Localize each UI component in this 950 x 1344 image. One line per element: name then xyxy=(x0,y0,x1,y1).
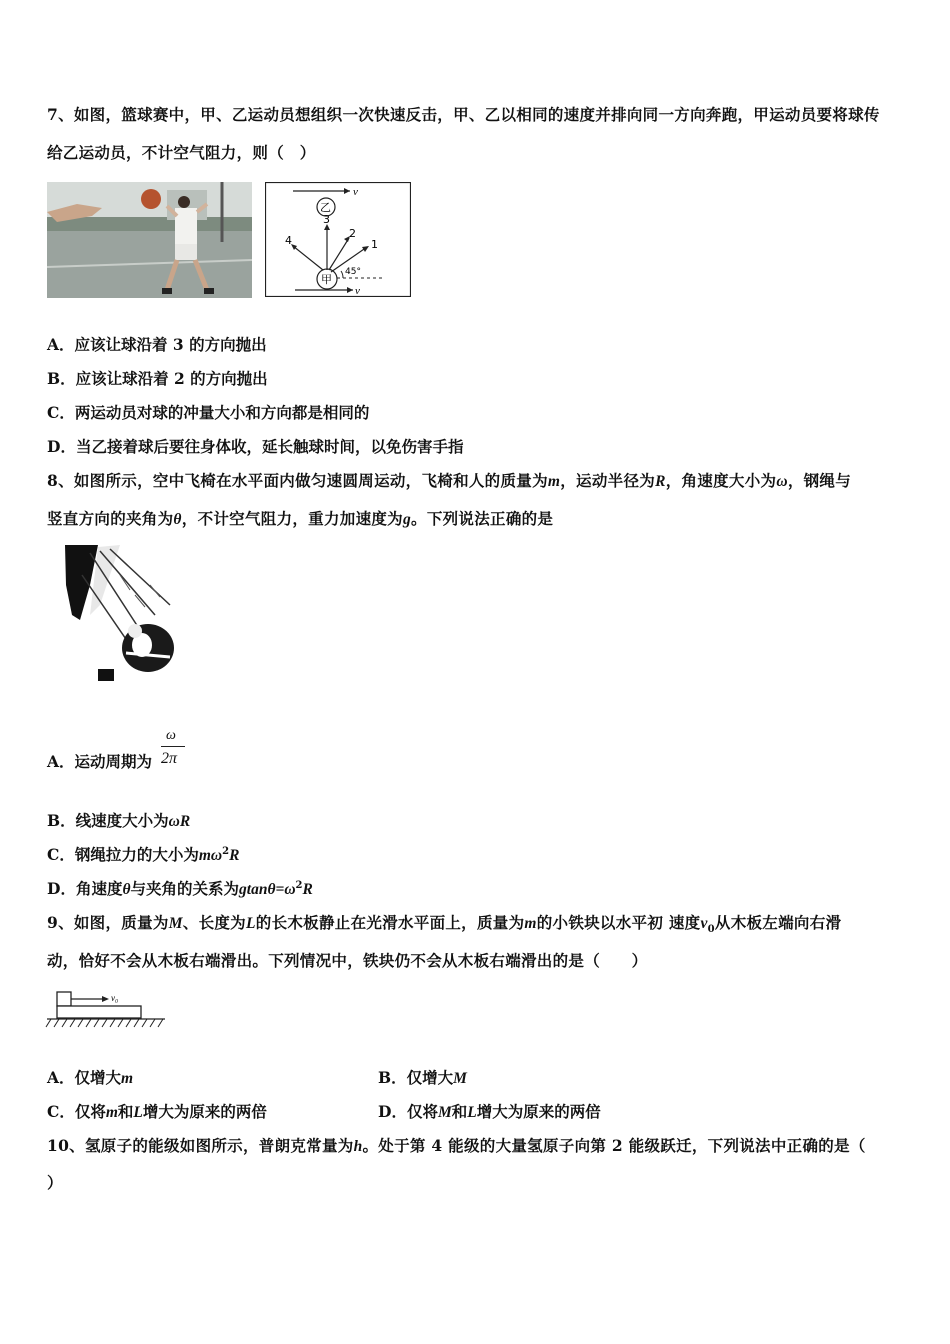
q7-option-c[interactable]: C．两运动员对球的冲量大小和方向都是相同的 xyxy=(47,403,370,422)
player-yi-label: 乙 xyxy=(320,201,331,214)
direction-1-label: 1 xyxy=(371,238,378,251)
fraction-bar xyxy=(161,746,185,747)
q7-stem-line1: 7、如图，篮球赛中，甲、乙运动员想组织一次快速反击，甲、乙以相同的速度并排向同一方向奔跑，甲运动员要将球传 xyxy=(47,105,880,124)
q9-option-b[interactable]: B．仅增大M xyxy=(378,1068,467,1087)
fraction-numerator: ω xyxy=(166,728,176,743)
velocity-label-top: v xyxy=(353,186,358,198)
q10-stem-line2: ） xyxy=(47,1173,63,1192)
direction-2-label: 2 xyxy=(349,227,356,240)
throw-direction-diagram xyxy=(265,182,411,297)
q8-option-d[interactable]: D．角速度θ与夹角的关系为$gtan\theta=\omega^2R$ xyxy=(47,879,313,898)
q9-stem-line1: 9、如图，质量为M、长度为L的长木板静止在光滑水平面上，质量为m的小铁块以水平初 速度$v_0$从木板左端向右滑 xyxy=(47,913,842,936)
q9-option-c[interactable]: C．仅将m和L增大为原来的两倍 xyxy=(47,1102,267,1121)
v0-label: v₀ xyxy=(111,993,119,1003)
q8-option-c[interactable]: C．钢绳拉力的大小为$m\omega^2R$ xyxy=(47,845,240,864)
basketball-photo xyxy=(47,182,252,298)
q7-stem-line2: 给乙运动员，不计空气阻力，则（ ） xyxy=(47,143,316,162)
q8-stem-line1: 8、如图所示，空中飞椅在水平面内做匀速圆周运动，飞椅和人的质量为m，运动半径为R，角速度大小为ω，钢绳与 xyxy=(47,471,852,490)
angle-label: 45° xyxy=(345,267,361,277)
fraction-denominator: 2π xyxy=(161,750,178,767)
flying-chair-image xyxy=(60,545,185,685)
q7-option-b[interactable]: B．应该让球沿着 2 的方向抛出 xyxy=(47,369,268,388)
q8-option-a[interactable]: A．运动周期为 xyxy=(47,752,153,771)
direction-3-label: 3 xyxy=(323,213,330,226)
q10-stem-line1: 10、氢原子的能级如图所示，普朗克常量为h。处于第 4 能级的大量氢原子向第 2 能级跃迁，下列说法中正确的是（ xyxy=(47,1136,866,1155)
q7-option-d[interactable]: D．当乙接着球后要往身体收，延长触球时间，以免伤害手指 xyxy=(47,437,464,456)
velocity-label-bottom: v xyxy=(355,285,360,297)
player-jia-label: 甲 xyxy=(321,273,332,286)
q8-option-b[interactable]: B．线速度大小为ωR xyxy=(47,811,191,830)
board-block-diagram xyxy=(45,988,167,1036)
q9-stem-line2: 动，恰好不会从木板右端滑出。下列情况中，铁块仍不会从木板右端滑出的是（ ） xyxy=(47,951,648,970)
q8-stem-line2: 竖直方向的夹角为θ，不计空气阻力，重力加速度为g。下列说法正确的是 xyxy=(47,509,554,528)
q9-option-a[interactable]: A．仅增大m xyxy=(47,1068,134,1087)
q9-option-d[interactable]: D．仅将M和L增大为原来的两倍 xyxy=(378,1102,601,1121)
q7-option-a[interactable]: A．应该让球沿着 3 的方向抛出 xyxy=(47,335,267,354)
direction-4-label: 4 xyxy=(285,234,292,247)
